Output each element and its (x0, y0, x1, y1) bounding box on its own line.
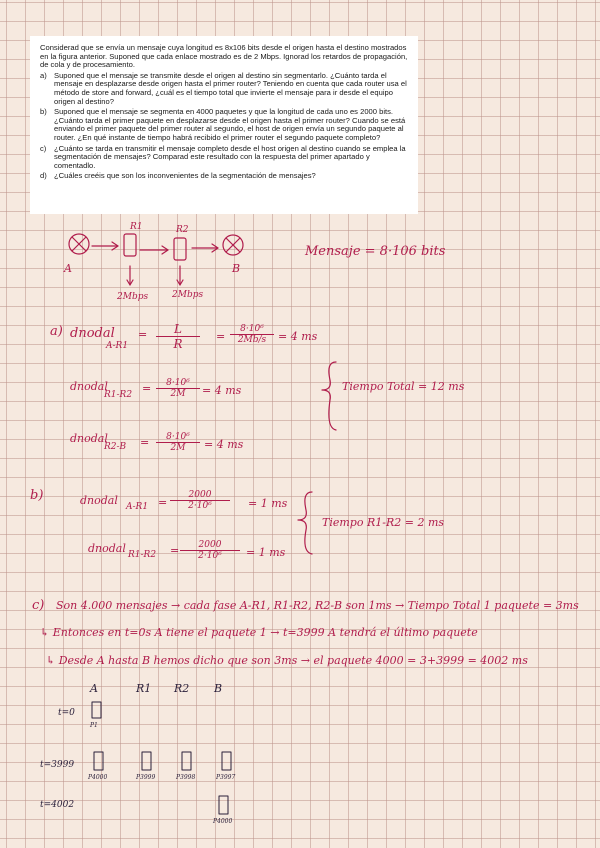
column-header: A (90, 682, 98, 695)
equals-sign: = (142, 382, 152, 395)
equation-result: = 1 ms (246, 546, 286, 559)
fraction-numerator: 2000 (170, 490, 230, 501)
part-a-label: a) (50, 324, 63, 339)
equation-lhs: dnodal (70, 380, 108, 393)
host-a-icon (69, 234, 89, 254)
packet-icon (142, 752, 151, 770)
link-2-rate: 2Mbps (172, 290, 204, 300)
item-label: c) (40, 143, 47, 153)
router-2-icon (174, 238, 186, 260)
host-b-icon (223, 235, 243, 255)
problem-statement (30, 36, 418, 214)
packet-label: P4000 (88, 774, 108, 781)
solution-line: ↳ Desde A hasta B hemos dicho que son 3ms → el paquete 4000 = 3+3999 = 4002 ms (46, 654, 528, 667)
fraction-numerator: 2000 (180, 540, 240, 551)
item-text: Suponed que el mensaje se transmite desde el origen al destino sin segmentarlo. ¿Cuánto tarda el mensaje en desplazarse desde origen hasta el primer router? Teniendo en cuenta que cada router usa el método de store and forward, ¿cuál es el tiempo total que invierte el mensaje para ir desde el equipo origen al destino? (54, 70, 407, 106)
fraction (156, 378, 200, 399)
equation-result: = 4 ms (204, 438, 244, 451)
equation-lhs: dnodal (70, 326, 115, 341)
fraction (156, 432, 200, 453)
equals-sign: = (138, 328, 148, 341)
part-b-label: b) (30, 488, 44, 503)
packet-boxes (92, 702, 231, 814)
solution-line: ↳ Entonces en t=0s A tiene el paquete 1 → t=3999 A tendrá el último paquete (40, 626, 478, 639)
equation-subscript: R2-B (104, 442, 127, 452)
item-text: ¿Cuáles creéis que son los inconvenientes de la segmentación de mensajes? (54, 171, 316, 181)
packet-icon (219, 796, 228, 814)
packet-label: P3999 (136, 774, 156, 781)
total-time: Tiempo Total = 12 ms (342, 380, 465, 393)
router-1-icon (124, 234, 136, 256)
packet-label: P1 (90, 722, 98, 729)
equation-subscript: R1-R2 (128, 550, 157, 560)
equation-lhs: dnodal (88, 542, 126, 555)
equation-lhs: dnodal (70, 432, 108, 445)
column-header: R2 (174, 682, 190, 695)
router-2-label: R2 (176, 225, 189, 235)
fraction-denominator: R (173, 337, 183, 351)
router-1-label: R1 (130, 222, 143, 232)
packet-icon (92, 702, 101, 718)
packet-label: P4000 (213, 818, 233, 825)
fraction (156, 322, 200, 351)
fraction (170, 490, 230, 511)
problem-intro: Considerad que se envía un mensaje cuya longitud es 8x106 bits desde el origen hasta el destino mostrados en la figura anterior. Suponed que cada enlace mostrado es de 2 Mbps. Ignorad los retardos de propagación, de cola y de procesamiento. (40, 43, 408, 70)
item-text: Suponed que el mensaje se segmenta en 4000 paquetes y que la longitud de cada uno es 2000 bits. ¿Cuánto tarda el primer paquete en desplazarse desde el origen hasta el primer router? Cuando se está enviando el primer paquete del primer router al segundo, el host de origen envía un segundo paquete al router. ¿En qué instante de tiempo habrá recibido el primer router el segundo paquete completo? (54, 107, 406, 142)
equals-sign: = (170, 544, 180, 557)
packet-icon (222, 752, 231, 770)
equation-subscript: A-R1 (126, 502, 149, 512)
item-label: a) (40, 70, 47, 80)
fraction (180, 540, 240, 561)
part-c-label: c) (32, 598, 45, 613)
fraction-numerator: 8·10⁶ (230, 324, 274, 335)
message-size: Mensaje = 8·106 bits (305, 244, 446, 259)
fraction-denominator: 2·10⁶ (198, 551, 222, 561)
fraction-numerator: L (156, 322, 200, 337)
fraction-denominator: 2M (170, 389, 186, 399)
network-diagram (69, 234, 243, 285)
link-1-rate: 2Mbps (117, 292, 149, 302)
fraction-denominator: 2M (170, 443, 186, 453)
fraction-numerator: 8·10⁶ (156, 432, 200, 443)
total-time: Tiempo R1-R2 = 2 ms (322, 516, 445, 529)
problem-item-b (40, 108, 408, 142)
equation-result: = 1 ms (248, 497, 288, 510)
equation-result: = 4 ms (278, 330, 318, 343)
packet-icon (182, 752, 191, 770)
total-brace (322, 362, 336, 430)
packet-label: P3998 (176, 774, 196, 781)
fraction (230, 324, 274, 345)
equals-sign: = (140, 436, 150, 449)
packet-label: P3997 (216, 774, 236, 781)
column-header: B (214, 682, 223, 695)
item-text: ¿Cuánto se tarda en transmitir el mensaje completo desde el host origen al destino cuando se emplea la segmentación de mensajes? Comparad este resultado con la respuesta del primer apartado y comentadlo. (54, 143, 406, 170)
problem-item-c (40, 145, 408, 171)
fraction-denominator: 2·10⁶ (188, 501, 212, 511)
item-label: d) (40, 171, 47, 181)
equals-sign: = (158, 496, 168, 509)
equation-subscript: A-R1 (106, 341, 129, 351)
packet-icon (94, 752, 103, 770)
time-label: t=4002 (40, 800, 75, 810)
host-a-label: A (64, 262, 72, 275)
solution-line: Son 4.000 mensajes → cada fase A-R1, R1-R2, R2-B son 1ms → Tiempo Total 1 paquete = 3ms (56, 599, 579, 612)
problem-item-a (40, 72, 408, 106)
time-label: t=0 (58, 708, 75, 718)
total-brace (298, 492, 312, 554)
equation-result: = 4 ms (202, 384, 242, 397)
equation-subscript: R1-R2 (104, 390, 133, 400)
problem-item-d (40, 172, 408, 181)
equation-lhs: dnodal (80, 494, 118, 507)
host-b-label: B (232, 262, 241, 275)
time-label: t=3999 (40, 760, 75, 770)
fraction-denominator: 2Mb/s (237, 335, 267, 345)
fraction-numerator: 8·10⁶ (156, 378, 200, 389)
item-label: b) (40, 107, 47, 117)
column-header: R1 (136, 682, 152, 695)
equals-sign: = (216, 330, 226, 343)
